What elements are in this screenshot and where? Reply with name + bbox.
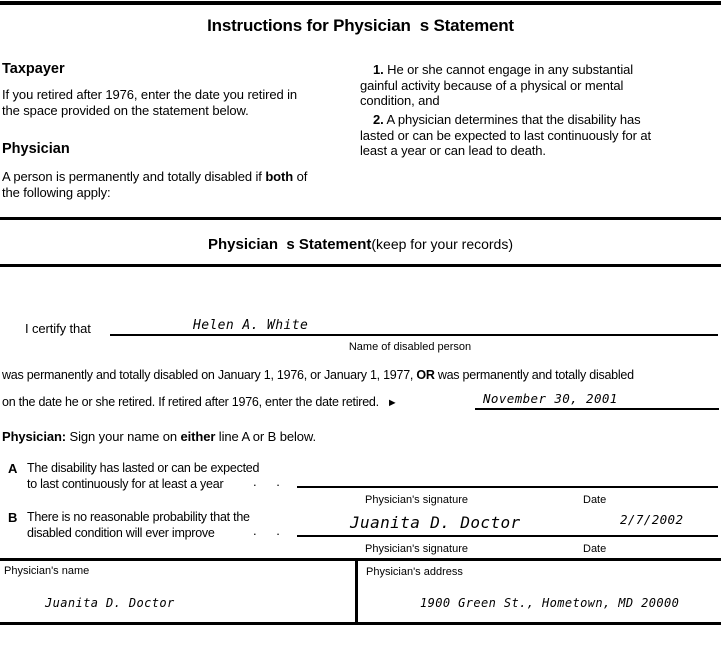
sign-instruction-post: line A or B below. bbox=[215, 429, 317, 444]
condition-2-number: 2. bbox=[373, 112, 384, 127]
disabled-person-name-line[interactable] bbox=[110, 334, 718, 336]
line-a-letter: A bbox=[8, 461, 18, 476]
sign-instruction-mid: Sign your name on bbox=[66, 429, 181, 444]
date-retired-line[interactable] bbox=[475, 408, 719, 410]
disabled-person-name-value[interactable]: Helen A. White bbox=[193, 318, 309, 333]
line-a-dot-leader: . . bbox=[253, 474, 280, 489]
physician-address-value[interactable]: 1900 Green St., Hometown, MD 20000 bbox=[420, 596, 680, 610]
certify-label: I certify that bbox=[25, 321, 91, 336]
line-b-letter: B bbox=[8, 510, 18, 525]
physician-name-value[interactable]: Juanita D. Doctor bbox=[45, 596, 175, 610]
sign-instruction-physician: Physician: bbox=[2, 429, 67, 444]
taxpayer-text: If you retired after 1976, enter the date you retired in the space provided on the statement below. bbox=[2, 87, 298, 118]
line-a-signature-line[interactable] bbox=[297, 486, 718, 488]
condition-1 bbox=[360, 62, 633, 109]
statement-bottom-rule bbox=[0, 264, 721, 267]
physician-text-post: of bbox=[293, 169, 308, 184]
boxes-divider bbox=[355, 558, 358, 625]
date-retired-value[interactable]: November 30, 2001 bbox=[483, 391, 618, 406]
physician-name-label: Physician's name bbox=[4, 565, 90, 577]
statement-top-rule bbox=[0, 217, 721, 220]
condition-2-line1: A physician determines that the disability has bbox=[383, 112, 641, 127]
top-border bbox=[0, 1, 721, 5]
statement-heading-bold: Physician s Statement bbox=[207, 236, 372, 253]
boxes-bottom-rule bbox=[0, 622, 721, 625]
line-b-date-value[interactable]: 2/7/2002 bbox=[620, 512, 684, 527]
sign-instruction bbox=[2, 429, 316, 445]
statement-heading-note: (keep for your records) bbox=[371, 236, 513, 252]
disabled-paragraph-or: OR bbox=[416, 368, 435, 382]
sign-instruction-either: either bbox=[180, 429, 216, 444]
condition-1-number: 1. bbox=[373, 62, 384, 77]
disabled-paragraph-post: was permanently and totally disabled bbox=[434, 368, 634, 382]
line-b-text: There is no reasonable probability that the disabled condition will ever improve bbox=[27, 510, 250, 540]
disabled-paragraph-line2 bbox=[2, 395, 397, 412]
line-a-text: The disability has lasted or can be expected to last continuously for at least a year bbox=[27, 461, 260, 491]
line-b-dot-leader: . . bbox=[253, 523, 280, 538]
date-retired-prompt: on the date he or she retired. If retired after 1976, enter the date retired. bbox=[2, 395, 379, 409]
line-b-signature-value[interactable]: Juanita D. Doctor bbox=[350, 513, 521, 532]
boxes-top-rule bbox=[0, 558, 721, 561]
line-b-date-label: Date bbox=[583, 543, 607, 555]
physician-address-label: Physician's address bbox=[366, 566, 463, 578]
date-retired-arrow-icon: ► bbox=[386, 397, 398, 409]
physician-heading: Physician bbox=[2, 141, 70, 157]
condition-1-rest: gainful activity because of a physical or mental condition, and bbox=[360, 77, 624, 108]
taxpayer-heading: Taxpayer bbox=[2, 61, 65, 77]
statement-heading bbox=[0, 236, 721, 254]
page-title: Instructions for Physician s Statement bbox=[207, 16, 514, 35]
disabled-paragraph-line1 bbox=[2, 368, 634, 384]
disabled-person-name-caption: Name of disabled person bbox=[348, 341, 472, 353]
condition-1-line1: He or she cannot engage in any substantial bbox=[383, 62, 634, 77]
physician-text-line2: the following apply: bbox=[2, 184, 111, 200]
condition-2 bbox=[360, 112, 651, 159]
condition-2-rest: lasted or can be expected to last continuously for at least a year or can lead to death. bbox=[360, 127, 651, 158]
physician-text-pre: A person is permanently and totally disabled if bbox=[2, 169, 266, 184]
physician-text bbox=[2, 169, 307, 200]
line-a-signature-label: Physician's signature bbox=[365, 494, 468, 506]
line-b-signature-line[interactable] bbox=[297, 535, 718, 537]
physician-text-both: both bbox=[265, 169, 294, 184]
line-a-date-label: Date bbox=[583, 494, 607, 506]
disabled-paragraph-pre: was permanently and totally disabled on January 1, 1976, or January 1, 1977, bbox=[2, 368, 417, 382]
line-b-signature-label: Physician's signature bbox=[365, 543, 468, 555]
